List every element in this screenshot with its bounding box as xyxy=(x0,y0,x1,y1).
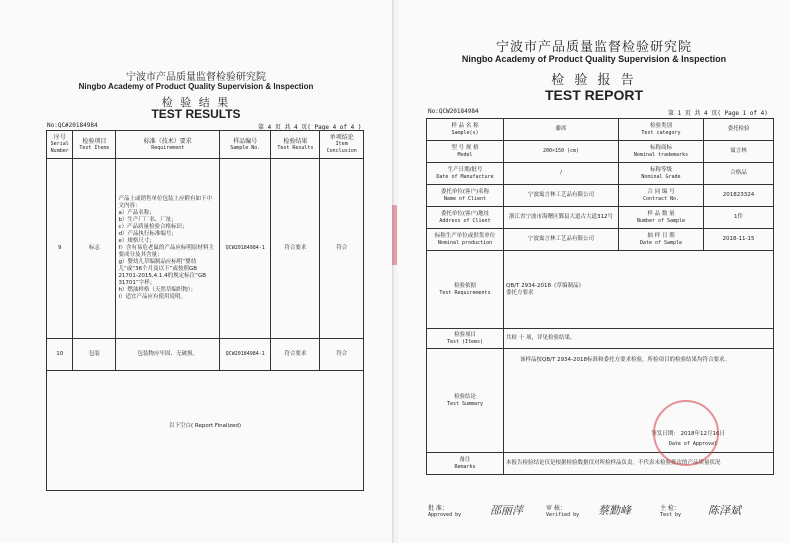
row-result: 符合要求 xyxy=(271,159,320,339)
field-label: 抽 样 日 期 Date of Sample xyxy=(619,229,704,251)
issue-date: 签发日期： 2018年12月16日 xyxy=(651,431,725,437)
row-requirement: 包装物应牢固、无破损。 xyxy=(116,339,220,371)
field-value: 藤席 xyxy=(504,119,619,141)
page-title-cn: 检 验 结 果 xyxy=(161,96,231,109)
report-number: No:QCW20184984 xyxy=(428,108,479,115)
field-value: 合格品 xyxy=(704,163,774,185)
table-header-row xyxy=(47,131,364,159)
row-sample-no: QCW20184984-1 xyxy=(220,339,271,371)
field-label: 检验类别 Test category xyxy=(619,119,704,141)
field-value: 1件 xyxy=(704,207,774,229)
field-value: 2018-11-15 xyxy=(704,229,774,251)
field-label: 生产日期/批号 Date of Manufacture xyxy=(427,163,504,185)
test-items-value: 共检 十 项，详见检验结果。 xyxy=(504,329,774,349)
field-row xyxy=(427,229,774,251)
header-requirement: 标准（技术）要求 Requirement xyxy=(116,131,220,159)
field-label: 型 号 规 格 Model xyxy=(427,141,504,163)
test-summary-cell xyxy=(504,349,774,453)
seam-stamp-mark xyxy=(392,205,397,265)
page-title-en: TEST REPORT xyxy=(544,87,643,103)
page-indicator: 第 1 页 共 4 页( Page 1 of 4) xyxy=(668,110,768,117)
field-label: 检验项目 Test (Items) xyxy=(427,329,504,349)
remarks-row xyxy=(427,453,774,475)
field-label: 标称等级 Nominal Grade xyxy=(619,163,704,185)
field-label: 样 品 数 量 Number of Sample xyxy=(619,207,704,229)
test-results-page xyxy=(0,0,392,543)
field-value: 200×150 (cm) xyxy=(504,141,619,163)
page-indicator: 第 4 页 共 4 页( Page 4 of 4 ) xyxy=(258,124,362,131)
header-test-items: 检验项目 Test Items xyxy=(73,131,116,159)
row-sample-no: QCW20184984-1 xyxy=(220,159,271,339)
field-label: 样 品 名 称 Sample(s) xyxy=(427,119,504,141)
row-item: 标志 xyxy=(73,159,116,339)
table-row-blank xyxy=(47,371,364,491)
row-serial: 10 xyxy=(47,339,73,371)
field-value: 宁波寓言林工艺品有限公司 xyxy=(504,229,619,251)
field-value: / xyxy=(504,163,619,185)
field-label: 检验结论 Test Summary xyxy=(427,349,504,453)
results-table xyxy=(46,130,364,491)
field-value: 201823324 xyxy=(704,185,774,207)
issue-date-en: Date of Approval xyxy=(668,441,717,447)
header-test-results: 检验结果 Test Results xyxy=(271,131,320,159)
test-requirements-value: QB/T 2934-2018《草编制品》 委托方要求 xyxy=(504,251,774,329)
institute-name-cn: 宁波市产品质量监督检验研究院 xyxy=(495,40,692,55)
official-seal-stamp xyxy=(653,400,719,466)
row-serial: 9 xyxy=(47,159,73,339)
approved-signature: 邵丽萍 xyxy=(490,504,523,517)
tested-by: 主 检： Test by xyxy=(660,505,682,518)
field-label: 合 同 编 号 Contract No. xyxy=(619,185,704,207)
institute-name-en: Ningbo Academy of Product Quality Supervision & Inspection xyxy=(78,82,314,91)
field-label: 标称商标 Nominal trademarks xyxy=(619,141,704,163)
field-value: 宁波寓言林工艺品有限公司 xyxy=(504,185,619,207)
institute-name-en: Ningbo Academy of Product Quality Supervision & Inspection xyxy=(461,54,727,64)
test-report-page xyxy=(398,0,790,543)
field-label: 委托单位(客户)名称 Name of Client xyxy=(427,185,504,207)
row-conclusion: 符合 xyxy=(320,339,364,371)
row-requirement: 产品上或销售单位包装上应附有如下中文内容： a）产品名称； b）生产厂厂名、厂址； c）产品质量检验合格标识； d）产品执行标准编号； e）规格尺寸； f）含有易危老鼠的产品应标明原材料主要成分及其含量； g）婴幼儿草编制品应标明“婴幼儿”或“36个月及以下”或按照GB 21701-2015,4.1.4的规定标注“GB 31701”字样； h）燃油样格（天然草编织物）； i）适宜产品应有使用说明。 xyxy=(116,159,220,339)
header-serial: 序号 Serial Number xyxy=(47,131,73,159)
field-label: 委托单位(客户)地址 Address of Client xyxy=(427,207,504,229)
institute-name-cn: 宁波市产品质量监督检验研究院 xyxy=(126,72,266,83)
field-row xyxy=(427,119,774,141)
row-result: 符合要求 xyxy=(271,339,320,371)
items-row xyxy=(427,329,774,349)
summary-row xyxy=(427,349,774,453)
field-value: 委托检验 xyxy=(704,119,774,141)
field-row xyxy=(427,141,774,163)
tested-signature: 陈泽斌 xyxy=(708,504,741,517)
field-label: 标称生产单位或供货单位 Nominal production xyxy=(427,229,504,251)
field-row xyxy=(427,163,774,185)
field-value: 浙江省宁波市海曙区鄞县大道古大道312号 xyxy=(504,207,619,229)
verified-by: 审 核： Verified by xyxy=(546,505,580,518)
remarks-value: 本报告检验结论仅是根据检验数据仅对所检样品负责。不代表未检验批次的产品质量状况 xyxy=(504,453,774,475)
approved-by: 批 准： Approved by xyxy=(428,505,462,518)
header-sample-no: 样品编号 Sample No. xyxy=(220,131,271,159)
field-label: 备注 Remarks xyxy=(427,453,504,475)
table-row xyxy=(47,339,364,371)
report-info-table xyxy=(426,118,774,475)
row-item: 包装 xyxy=(73,339,116,371)
page-title-en: TEST RESULTS xyxy=(151,107,241,121)
report-finalized-note: 以下空白( Report Finalized) xyxy=(47,371,364,491)
field-label: 检验依据 Test Requirements xyxy=(427,251,504,329)
test-summary-value: 该样品按QB/T 2934-2018标准和委托方要求检验，所检项目的检验结果均符合要求。 xyxy=(520,357,731,363)
field-row xyxy=(427,185,774,207)
row-conclusion: 符合 xyxy=(320,159,364,339)
table-row xyxy=(47,159,364,339)
report-number: No:QC#20184984 xyxy=(47,122,98,129)
verified-signature: 蔡勤峰 xyxy=(598,504,631,517)
page-title-cn: 检 验 报 告 xyxy=(551,73,637,88)
header-conclusion: 单项结论 Item Conclusion xyxy=(320,131,364,159)
basis-row xyxy=(427,251,774,329)
field-value: 寓言林 xyxy=(704,141,774,163)
field-row xyxy=(427,207,774,229)
